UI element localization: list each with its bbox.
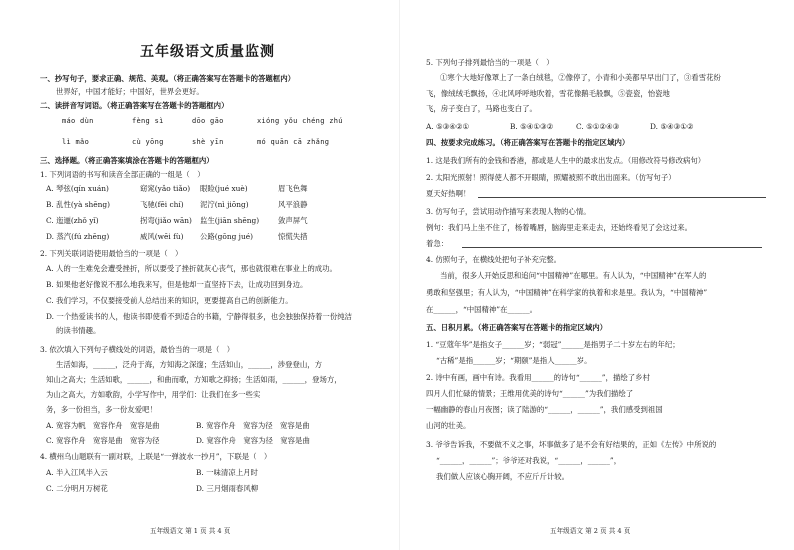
- question-5: 5. 下列句子排列最恰当的一项是（ ）: [426, 58, 554, 67]
- q2-option-c: C. 我们学习，不仅要接受前人总结出来的知识，更要提高自己的创新能力。: [46, 296, 293, 305]
- q2-option-b: B. 如果他老好像说不那么地我来写，但是他却一直坚持下去，让成功回到身边。: [46, 280, 308, 289]
- r3-prompt: 着急：: [426, 239, 449, 248]
- q1-option: 拐弯(jiǎo wān): [140, 216, 192, 225]
- q1-option: 公路(gōng jué): [200, 232, 253, 241]
- r4-passage: 勇敢和坚强里；有人认为，“中国精神”在科学家的执着和求是里。我认为，“中国精神”: [426, 288, 708, 297]
- pinyin-4: xióng yǒu chéng zhú: [257, 117, 343, 125]
- page-footer: 五年级语文 第 1 页 共 4 页: [150, 527, 231, 535]
- q1-option: 监生(jiān shēng): [200, 216, 260, 225]
- q2-option-d-cont: 的读书情趣。: [56, 326, 101, 335]
- pinyin-5: lì mǎo: [62, 138, 90, 146]
- q3-passage: 生活如海，______，泛舟于海，方知海之深邃；生活如山，______，涉登登山，方: [56, 360, 323, 369]
- pinyin-6: cù yōng: [132, 138, 164, 146]
- q1-option: 眉飞色舞: [278, 184, 308, 193]
- q5-passage: ①寒个大地好像罩上了一条白绒毯，②像停了，小青和小美都早早出门了，③看雪花纷: [440, 73, 721, 82]
- page-title: 五年级语文质量监测: [140, 44, 275, 60]
- q1-option: 惊慌失措: [278, 232, 308, 241]
- q5-option: C. ⑤①②④③: [576, 122, 620, 131]
- copy-sentence: 世界好，中国才能好；中国好，世界会更好。: [56, 87, 204, 96]
- q1-option: 眼睑(jué xuè): [200, 184, 248, 193]
- section-4-heading: 四、按要求完成练习。（将正确答案写在答题卡的指定区域内）: [426, 138, 630, 147]
- q3-passage: 务，多一份担当，多一份友爱吧！: [46, 405, 157, 414]
- answer-line: [462, 247, 762, 248]
- r2-prompt: 夏天好热啊！: [426, 189, 471, 198]
- q1-option: 飞驰(fēi chí): [140, 200, 184, 209]
- pinyin-8: mó quān cā zhǎng: [257, 138, 330, 146]
- q3-option: C. 宽容作舟 宽容是曲 宽容为径: [46, 436, 160, 445]
- q3-passage: 为山之高大，方如歌韵，小学写作中，用学们：让我们在多一些实: [46, 390, 261, 399]
- r5-question-3-cont: “______，______”；爷爷还对我说，“______，______”，: [436, 456, 622, 465]
- pinyin-1: máo dùn: [62, 117, 94, 125]
- q1-option: 威风(wēi fù): [140, 232, 184, 241]
- r5-question-2: 2. 诗中有画，画中有诗。我看用______的诗句“______”，描绘了乡村: [426, 373, 650, 382]
- q4-option: A. 半入江风半入云: [46, 468, 108, 477]
- q3-option: B. 宽容作舟 宽容为径 宽容是曲: [196, 421, 310, 430]
- q1-option: 敛声屏气: [278, 216, 308, 225]
- r4-passage: 当前，很多人开始反思和追问“中国精神”在哪里。有人认为，“中国精神”在军人的: [440, 271, 707, 280]
- q4-option: C. 二分明月万树花: [46, 484, 108, 493]
- pinyin-7: shè yīn: [192, 138, 224, 146]
- r5-question-3: 3. 爷爷告诉我，不要做不义之事，坏事做多了是不会有好结果的，正如《左传》中所说的: [426, 440, 717, 449]
- q2-option-d: D. 一个热爱读书的人，他读书即使看不到适合的书籍，宁静得很多，也会独独保持着一份纯洁: [46, 312, 352, 321]
- q1-option: D. 蒸汽(fú zhēng): [46, 232, 110, 241]
- q1-option: 风平浪静: [278, 200, 308, 209]
- q3-option: D. 宽容作舟 宽容为径 宽容是曲: [196, 436, 310, 445]
- r5-question-1-cont: “古稀”是指______岁；“期颐”是指人______岁。: [436, 356, 592, 365]
- q5-option: D. ⑤④③①②: [650, 122, 694, 131]
- question-2: 2. 下列关联词语使用最恰当的一项是（ ）: [40, 249, 183, 258]
- q1-option: B. 乱性(yà shēng): [46, 200, 111, 209]
- r4-passage: 在______，“中国精神”在______。: [426, 305, 538, 314]
- pinyin-2: fèng sì: [132, 117, 164, 125]
- q3-option: A. 宽容为帆 宽容作舟 宽容是曲: [46, 421, 160, 430]
- r5-question-1: 1. “豆蔻年华”是指女子______岁；“弱冠”______是指男子二十岁左右的年纪；: [426, 340, 680, 349]
- q5-passage: 飞，房子变白了，马路也变白了。: [426, 104, 537, 113]
- r5-question-2-cont: 山河的壮美。: [426, 421, 471, 430]
- q4-option: D. 三月烟雨春风柳: [196, 484, 259, 493]
- q2-option-a: A. 人的一生难免会遭受挫折，所以要受了挫折就灰心丧气，那也就很难在事业上的成功。: [46, 264, 337, 273]
- question-1: 1. 下列词语的书写和读音全部正确的一组是（ ）: [40, 170, 205, 179]
- r3-example: 例句：我们马上坐不住了，杨着嘴唇，脑海里走来走去，还始终看见了会这过来。: [426, 223, 693, 232]
- r-question-3: 3. 仿写句子，尝试用动作描写来表现人物的心情。: [426, 207, 591, 216]
- right-page: [400, 0, 794, 550]
- q5-option: B. ⑤④①③②: [510, 122, 554, 131]
- page-footer: 五年级语文 第 2 页 共 4 页: [550, 527, 631, 535]
- section-3-heading: 三、选择题。（将正确答案填涂在答题卡的答题框内）: [40, 156, 214, 165]
- section-1-heading: 一、抄写句子，要求正确、规范、美观。（将正确答案写在答题卡的答题框内）: [40, 74, 295, 83]
- pinyin-3: dōo gāo: [192, 117, 224, 125]
- r-question-4: 4. 仿照句子，在横线处把句子补充完整。: [426, 255, 562, 264]
- question-4: 4. 横州乌山题联有一副对联，上联是“一弹波水一抄月”，下联是（ ）: [40, 452, 272, 461]
- r5-question-3-cont: 我们做人应该心胸开阔，不应斤斤计较。: [436, 472, 570, 481]
- answer-line: [478, 197, 766, 198]
- section-5-heading: 五、日积月累。（将正确答案写在答题卡的指定区域内）: [426, 323, 608, 332]
- q3-passage: 知山之高大；生活如歌，______，和曲而歌，方知歌之抑扬；生活如雨，______，登场方，: [46, 375, 342, 384]
- q1-option: 泥泞(nì jiōng): [200, 200, 249, 209]
- q1-option: 窈窕(yǎo tiǎo): [140, 184, 191, 193]
- question-3: 3. 依次填入下列句子横线处的词语，最恰当的一项是（ ）: [40, 345, 235, 354]
- q4-option: B. 一味清凉上月时: [196, 468, 258, 477]
- r-question-2: 2. 太阳光照射！照得使人都不开眼睛，照耀被照不敢出出面来。（仿写句子）: [426, 173, 676, 182]
- r5-question-2-cont: 一幅幽静的春山月夜图；读了陆游的“______，______”，我们感受到祖国: [426, 405, 663, 414]
- r5-question-2-cont: 四月人们忙碌的情景；王维用优美的诗句“______”为我们描绘了: [426, 389, 634, 398]
- r-question-1: 1. 这是我们所有的金钱和香港，都或是人生中的最求出发点。（用修改符号修改病句）: [426, 156, 706, 165]
- section-2-heading: 二、读拼音写词语。（将正确答案写在答题卡的答题框内）: [40, 101, 229, 110]
- q5-option: A. ⑤③④②①: [426, 122, 470, 131]
- q5-passage: 飞，像绒绒毛飘扬，④北风呼呼地吹着，雪花像鹅毛般飘，⑤瓷瓷，怡瓷地: [426, 89, 670, 98]
- q1-option: A. 琴弦(qín xuán): [46, 184, 109, 193]
- q1-option: C. 迤逦(zhǒ yǐ): [46, 216, 99, 225]
